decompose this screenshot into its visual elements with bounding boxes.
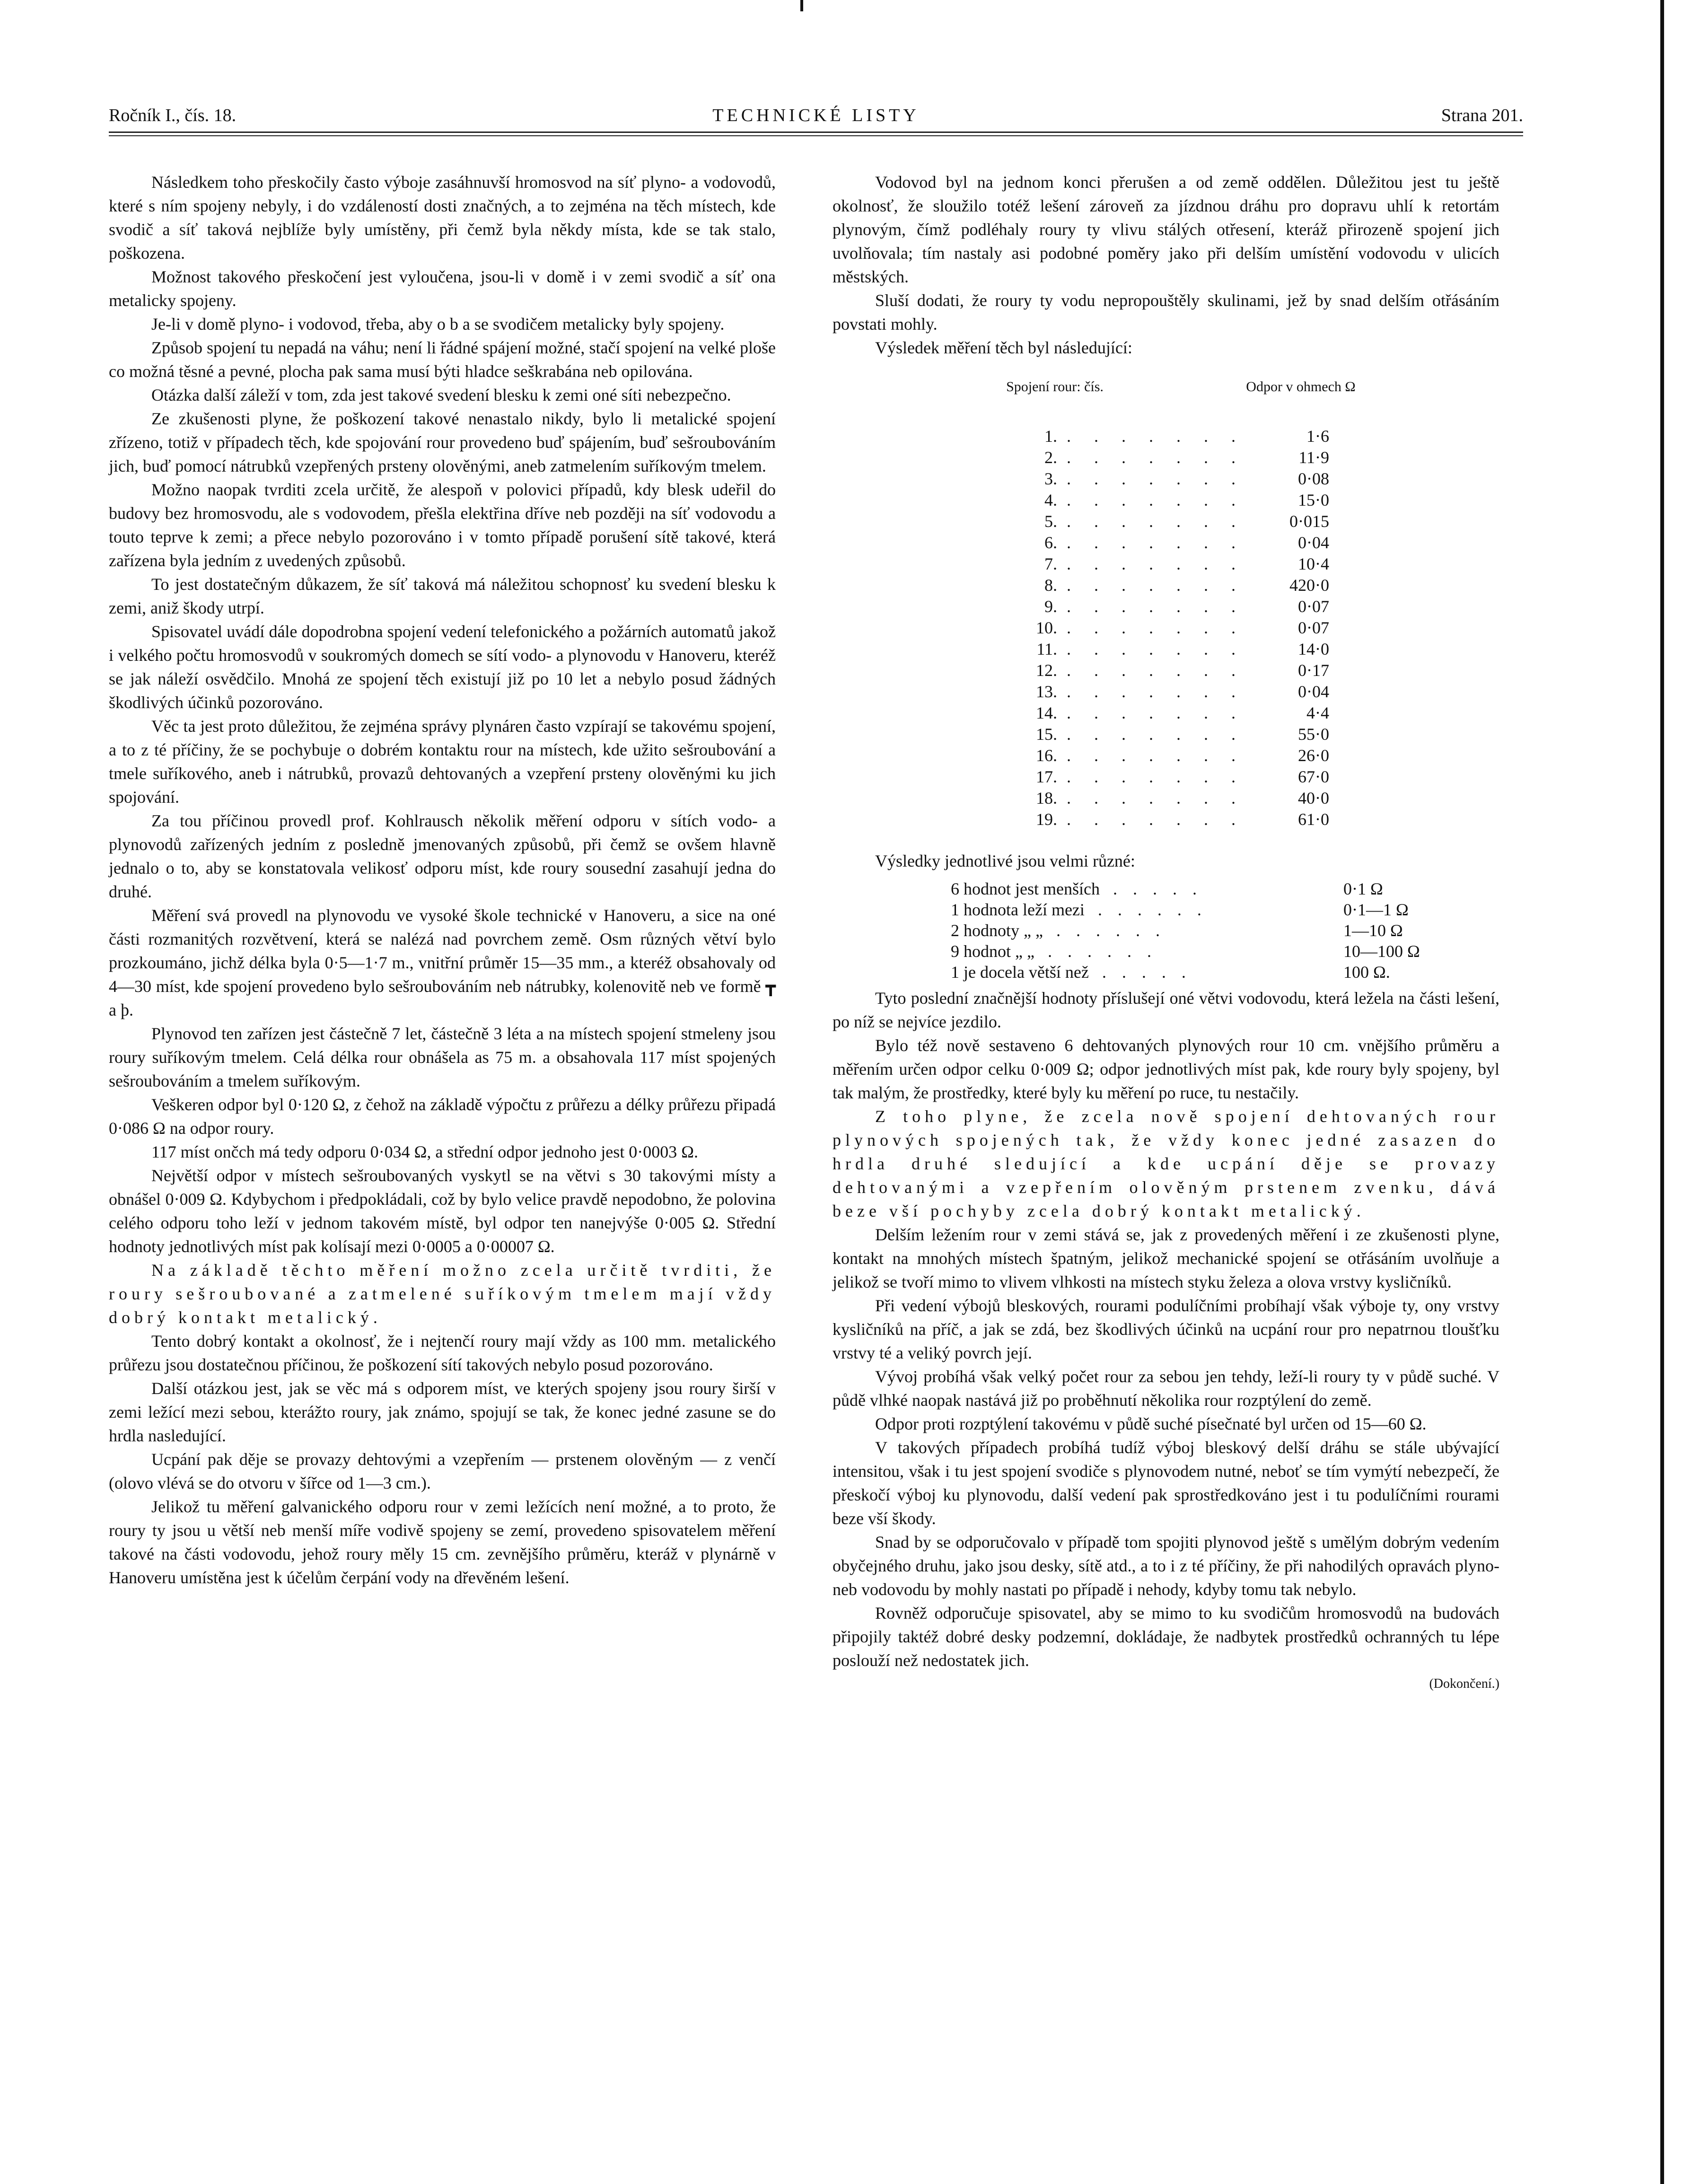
summary-label (951, 920, 1166, 941)
results-summary (833, 878, 1499, 982)
leader-dots: . . . . . (1113, 879, 1202, 898)
joint-number: 12. (1036, 661, 1057, 680)
table-row (833, 660, 1499, 681)
summary-value: 1—10 Ω (1343, 921, 1403, 940)
table-row (833, 617, 1499, 639)
joint-number: 3. (1044, 469, 1057, 488)
leader-dots: . . . . . . . (1067, 618, 1245, 637)
paragraph: Vývoj probíhá však velký počet rour za sebou jen tehdy, leží-li roury ty v půdě suché. V půdě vlhké naopak nastává již po proběhnutí několika rour rozptýlení do země. (833, 1367, 1499, 1410)
paragraph: To jest dostatečným důkazem, že síť taková má náležitou schopnosť ku svedení blesku k zemi, aniž škody utrpí. (109, 575, 776, 617)
leader-dots: . . . . . . . (1067, 533, 1245, 552)
measurement-table-header (833, 378, 1499, 426)
paragraph: Bylo též nově sestaveno 6 dehtovaných plynových rour 10 cm. vnějšího průměru a měřením určen odpor celku 0·009 Ω; odpor jednotlivých míst pak, kde roury byly spojeny, byl tak malým, že prostředky, které byly ku měření po ruce, tu nestačily. (833, 1036, 1499, 1102)
joint-number: 5. (1044, 512, 1057, 531)
table-row (833, 447, 1499, 468)
table-row (833, 511, 1499, 532)
summary-label-text: 9 hodnot „ „ (951, 942, 1034, 961)
summary-label-text: 1 je docela větší než (951, 963, 1089, 982)
paragraph: Ucpání pak děje se provazy dehtovými a vzepřením — prstenem olověným — z venčí (olovo vlévá se do otvoru v šířce od 1—3 cm.). (109, 1450, 776, 1492)
summary-row (833, 899, 1499, 920)
joint-number: 17. (1036, 767, 1057, 786)
table-row (833, 788, 1499, 809)
joint-number: 4. (1044, 491, 1057, 509)
leader-dots: . . . . . . . (1067, 661, 1245, 680)
joint-number: 14. (1036, 703, 1057, 722)
resistance-value: 11·9 (1298, 448, 1329, 467)
joint-number: 13. (1036, 682, 1057, 701)
paragraph: Jelikož tu měření galvanického odporu rour v zemi ležících není možné, a to proto, že roury ty jsou u větší neb menší míře vodivě spojeny se zemí, provedeno spisovatelem měření takové na části vodovodu, jehož roury měly 15 cm. zevnějšího průměru, kteráž v plynárně v Hanoveru umístěna jest k účelům čerpání vody na dřevěném lešení. (109, 1497, 776, 1587)
paragraph: Delším ležením rour v zemi stává se, jak z provedených měření i ze zkušenosti plyne, kontakt na mnohých místech špatným, jelikož mechanické spojení se otřásáním uvolňuje a jelikož se tvoří mimo to vlivem vlhkosti na místech styku železa a olova vrstvy kysličníků. (833, 1225, 1499, 1291)
resistance-value: 40·0 (1298, 789, 1329, 807)
table-row (833, 553, 1499, 575)
leader-dots: . . . . . . . (1067, 682, 1245, 701)
measurement-table (833, 426, 1499, 830)
resistance-value: 15·0 (1298, 491, 1329, 509)
leader-dots: . . . . . . . (1067, 576, 1245, 595)
leader-dots: . . . . . . . (1067, 427, 1245, 446)
leader-dots: . . . . . . (1097, 900, 1207, 919)
resistance-value: 0·04 (1298, 533, 1329, 552)
paragraph: Za tou příčinou provedl prof. Kohlrausch několik měření odporu v sítích vodo- a plynovodů zařízených jedním z posledně jmenovaných způsobů, při čemž se ovšem hlavně jednalo o to, aby se konstatovala velikosť odporu míst, kde roury sousední zasahují jedna do druhé. (109, 811, 776, 901)
resistance-value: 67·0 (1298, 767, 1329, 786)
summary-label (951, 878, 1202, 899)
resistance-value: 10·4 (1298, 554, 1329, 573)
leader-dots: . . . . . (1102, 963, 1192, 982)
joint-number: 11. (1036, 640, 1057, 658)
resistance-value: 14·0 (1298, 640, 1329, 658)
paragraph: Sluší dodati, že roury ty vodu nepropouštěly skulinami, jež by snad delším otřásáním povstati mohly. (833, 291, 1499, 333)
paragraph: Výsledek měření těch byl následující: (875, 338, 1132, 357)
column-header-joint: Spojení rour: čís. (1006, 379, 1104, 395)
leader-dots: . . . . . . (1056, 921, 1166, 940)
leader-dots: . . . . . . . (1067, 640, 1245, 658)
joint-number: 9. (1044, 597, 1057, 616)
leader-dots: . . . . . . . (1067, 810, 1245, 829)
paragraph: Při vedení výbojů bleskových, rourami podulíčními probíhají však výboje ty, ony vrstvy kysličníků na příč, a jak se zdá, bez škodlivých účinků na ucpání rour pro nepatrnou tloušťku vrstvy té a veliký povrch její. (833, 1296, 1499, 1362)
leader-dots: . . . . . . . (1067, 597, 1245, 616)
paragraph: Veškeren odpor byl 0·120 Ω, z čehož na základě výpočtu z průřezu a délky průřezu připadá 0·086 Ω na odpor roury. (109, 1095, 776, 1138)
table-row (833, 639, 1499, 660)
leader-dots: . . . . . . . (1067, 469, 1245, 488)
paragraph: Další otázkou jest, jak se věc má s odporem míst, ve kterých spojeny jsou roury širší v zemi ležící mezi sebou, kterážto roury, jak známo, spojují se tak, že konec jedné zasune se do hrdla nasledující. (109, 1379, 776, 1445)
resistance-value: 420·0 (1289, 576, 1329, 595)
table-row (833, 745, 1499, 766)
resistance-value: 61·0 (1298, 810, 1329, 829)
paragraph: Rovněž odporučuje spisovatel, aby se mimo to ku svodičům hromosvodů na budovách připojily taktéž dobré desky podzemní, dokládaje, že nadbytek prostředků ochranných tu lépe poslouží než nedostatek jich. (833, 1604, 1499, 1670)
summary-value: 100 Ω. (1343, 963, 1390, 982)
paragraph: V takových případech probíhá tudíž výboj bleskový delší dráhu se stále ubývající intensitou, však i tu jest spojení svodiče s plynovodem nutné, neboť se tím vymýtí nebezpečí, že přeskočí výboj ku plynovodu, další vedení pak sprostředkováno jest i tu podulíčními rourami beze vší škody. (833, 1438, 1499, 1528)
right-column (833, 170, 1499, 1696)
header-rule (109, 132, 1523, 133)
emphasized-conclusion: Na základě těchto měření možno zcela určitě tvrditi, že roury sešroubované a zatmelené suříkovým tmelem mají vždy dobrý kontakt metalický. (109, 1261, 776, 1327)
table-row (833, 426, 1499, 447)
leader-dots: . . . . . . . (1067, 491, 1245, 509)
paragraph: Největší odpor v místech sešroubovaných vyskytl se na větvi s 30 takovými místy a obnášel 0·009 Ω. Kdybychom i předpokládali, což by bylo velice pravdě nepodobno, že polovina celého odporu toho leží v jednom takovém místě, byl odpor ten nanejvýše 0·005 Ω. Střední hodnoty jednotlivých míst pak kolísají mezi 0·0005 a 0·00007 Ω. (109, 1166, 776, 1256)
joint-number: 16. (1036, 746, 1057, 765)
journal-title: TECHNICKÉ LISTY (712, 105, 920, 125)
left-column (109, 170, 776, 1589)
leader-dots: . . . . . . . (1067, 789, 1245, 807)
leader-dots: . . . . . . . (1067, 746, 1245, 765)
leader-dots: . . . . . . . (1067, 767, 1245, 786)
paragraph: 117 míst ončch má tedy odporu 0·034 Ω, a střední odpor jednoho jest 0·0003 Ω. (151, 1142, 698, 1161)
resistance-value: 0·07 (1298, 597, 1329, 616)
summary-label (951, 899, 1207, 920)
paragraph: Měření svá provedl na plynovodu ve vysoké škole technické v Hanoveru, a sice na oné části rozmanitých rozvětvení, která se nalézá nad povrchem země. Osm různých větví bylo prozkoumáno, jichž délka byla 0·5—1·7 m., vnitřní průměr 15—35 mm., a kteréž obsahovaly od 4—30 míst, kde spojení provedeno bylo sešroubováním neb nátrubky, kolenovitě neb ve formě ┳ a þ. (109, 906, 776, 1019)
table-row (833, 724, 1499, 745)
summary-row (833, 878, 1499, 899)
joint-number: 7. (1044, 554, 1057, 573)
joint-number: 19. (1036, 810, 1057, 829)
joint-number: 8. (1044, 576, 1057, 595)
table-row (833, 809, 1499, 830)
resistance-value: 0·08 (1298, 469, 1329, 488)
summary-label-text: 1 hodnota leží mezi (951, 900, 1085, 919)
paragraph: Ze zkušenosti plyne, že poškození takové nenastalo nikdy, bylo li metalické spojení zřízeno, totiž v případech těch, kde spojování rour provedeno buď spájením, buď sešroubováním jich, buď pomocí nátrubků vzepřených prsteny olověnými, aneb zatmelením suříkovým tmelem. (109, 409, 776, 475)
paragraph: Je-li v domě plyno- i vodovod, třeba, aby o b a se svodičem metalicky byly spojeny. (151, 315, 725, 333)
paragraph: Spisovatel uvádí dále dopodrobna spojení vedení telefonického a požárních automatů jakož i velkého počtu hromosvodů v soukromých domech se sítí vodo- a plynovodu v Hanoveru, kteréž se jak náleží osvědčilo. Mnohá ze spojení těch existují již po 10 let a nebylo posud žádných škodlivých účinků pozorováno. (109, 622, 776, 712)
summary-label (951, 962, 1192, 982)
table-row (833, 575, 1499, 596)
joint-number: 15. (1036, 725, 1057, 744)
resistance-value: 1·6 (1306, 427, 1329, 446)
frame-tick (800, 0, 803, 11)
table-row (833, 532, 1499, 553)
leader-dots: . . . . . . (1047, 942, 1157, 961)
summary-row (833, 962, 1499, 982)
paragraph: Následkem toho přeskočily často výboje zasáhnuvší hromosvod na síť plyno- a vodovodů, které s ním spojeny nebyly, i do vzdáleností dosti značných, a to zejména na těch místech, kde svodič a síť taková nejblíže byly umístěny, při čemž byla někdy místa, kde se tak stalo, poškozena. (109, 173, 776, 263)
joint-number: 6. (1044, 533, 1057, 552)
table-row (833, 766, 1499, 788)
table-row (833, 468, 1499, 490)
leader-dots: . . . . . . . (1067, 725, 1245, 744)
summary-row (833, 920, 1499, 941)
paragraph: Možnost takového přeskočení jest vyloučena, jsou-li v domě i v zemi svodič a síť ona metalicky spojeny. (109, 267, 776, 310)
header-rule-thin (109, 135, 1523, 136)
resistance-value: 0·04 (1298, 682, 1329, 701)
table-row (833, 681, 1499, 702)
paragraph: Plynovod ten zařízen jest částečně 7 let, částečně 3 léta a na místech spojení stmeleny jsou roury suříkovým tmelem. Celá délka rour obnášela as 75 m. a obsahovala 117 míst spojených sešroubováním a tmelem suříkovým. (109, 1024, 776, 1090)
continued-note: (Dokončení.) (1429, 1676, 1499, 1691)
page-edge (1660, 0, 1664, 2184)
paragraph: Otázka další záleží v tom, zda jest takové svedení blesku k zemi oné síti nebezpečno. (151, 386, 731, 404)
leader-dots: . . . . . . . (1067, 448, 1245, 467)
joint-number: 18. (1036, 789, 1057, 807)
joint-number: 10. (1036, 618, 1057, 637)
volume-issue: Ročník I., čís. 18. (109, 105, 237, 125)
paragraph: Výsledky jednotlivé jsou velmi různé: (875, 851, 1135, 870)
table-row (833, 490, 1499, 511)
summary-label (951, 941, 1157, 962)
leader-dots: . . . . . . . (1067, 703, 1245, 722)
resistance-value: 4·4 (1306, 703, 1329, 722)
paragraph: Odpor proti rozptýlení takovému v půdě suché písečnaté byl určen od 15—60 Ω. (875, 1414, 1427, 1433)
joint-number: 2. (1044, 448, 1057, 467)
resistance-value: 0·17 (1298, 661, 1329, 680)
paragraph: Vodovod byl na jednom konci přerušen a od země oddělen. Důležitou jest tu ještě okolnosť, že sloužilo totéž lešení zároveň za jízdnou dráhu pro dopravu uhlí k retortám plynovým, čímž podléhaly roury ty vlivu stálých otřesení, kteráž přirozeně spojení jich uvolňovala; tím nastaly asi podobné poměry jako při delším umístění vodovodu v ulicích městských. (833, 173, 1499, 286)
summary-value: 0·1—1 Ω (1343, 900, 1409, 919)
resistance-value: 0·07 (1298, 618, 1329, 637)
table-row (833, 702, 1499, 724)
summary-label-text: 6 hodnot jest menších (951, 879, 1100, 898)
paragraph: Možno naopak tvrditi zcela určitě, že alespoň v polovici případů, kdy blesk udeřil do budovy bez hromosvodu, ale s vodovodem, přešla elektřina dříve neb později na síť vodovodu a touto teprve k zemi; a přece nebylo pozorováno i v tomto případě porušení sítě takové, která zařízena byla jedním z uvedených způsobů. (109, 480, 776, 570)
paragraph: Snad by se odporučovalo v případě tom spojiti plynovod ještě s umělým dobrým vedením obyčejného druhu, jako jsou desky, sítě atd., a to i z té příčiny, že při nahodilých opravách plyno- neb vodovodu by mohly nastati po případě i nehody, kdyby tomu tak nebylo. (833, 1533, 1499, 1599)
summary-label-text: 2 hodnoty „ „ (951, 921, 1043, 940)
leader-dots: . . . . . . . (1067, 512, 1245, 531)
table-row (833, 596, 1499, 617)
page-number: Strana 201. (1441, 105, 1523, 125)
resistance-value: 26·0 (1298, 746, 1329, 765)
leader-dots: . . . . . . . (1067, 554, 1245, 573)
emphasized-conclusion: Z toho plyne, že zcela nově spojení dehtovaných rour plynových spojených tak, že vždy konec jedné zasazen do hrdla druhé sledující a kde ucpání děje se provazy dehtovanými a vzepřením olověným prstenem zvenku, dává beze vší pochyby zcela dobrý kontakt metalický. (833, 1107, 1499, 1220)
summary-value: 0·1 Ω (1343, 879, 1383, 898)
column-header-resistance: Odpor v ohmech Ω (1246, 379, 1356, 395)
summary-row (833, 941, 1499, 962)
resistance-value: 0·015 (1289, 512, 1329, 531)
joint-number: 1. (1044, 427, 1057, 446)
paragraph: Věc ta jest proto důležitou, že zejména správy plynáren často vzpírají se takovému spojení, a to z té příčiny, že se pochybuje o dobrém kontaktu rour na místech, kde užito sešroubování a tmele suříkového, aneb i nátrubků, provazů dehtovaných a vzepření prsteny olověnými ku jich spojování. (109, 717, 776, 807)
paragraph: Tento dobrý kontakt a okolnosť, že i nejtenčí roury mají vždy as 100 mm. metalického průřezu jsou dostatečnou příčinou, že poškození sítí takových nebylo posud pozorováno. (109, 1332, 776, 1374)
running-header (109, 105, 1523, 132)
summary-value: 10—100 Ω (1343, 942, 1420, 961)
paragraph: Tyto poslední značnější hodnoty příslušejí oné větvi vodovodu, která ležela na části lešení, po níž se nejvíce jezdilo. (833, 989, 1499, 1031)
paragraph: Způsob spojení tu nepadá na váhu; není li řádné spájení možné, stačí spojení na velké ploše co možná těsné a pevné, plocha pak sama musí býti hladce seškrabána neb opilována. (109, 338, 776, 381)
resistance-value: 55·0 (1298, 725, 1329, 744)
